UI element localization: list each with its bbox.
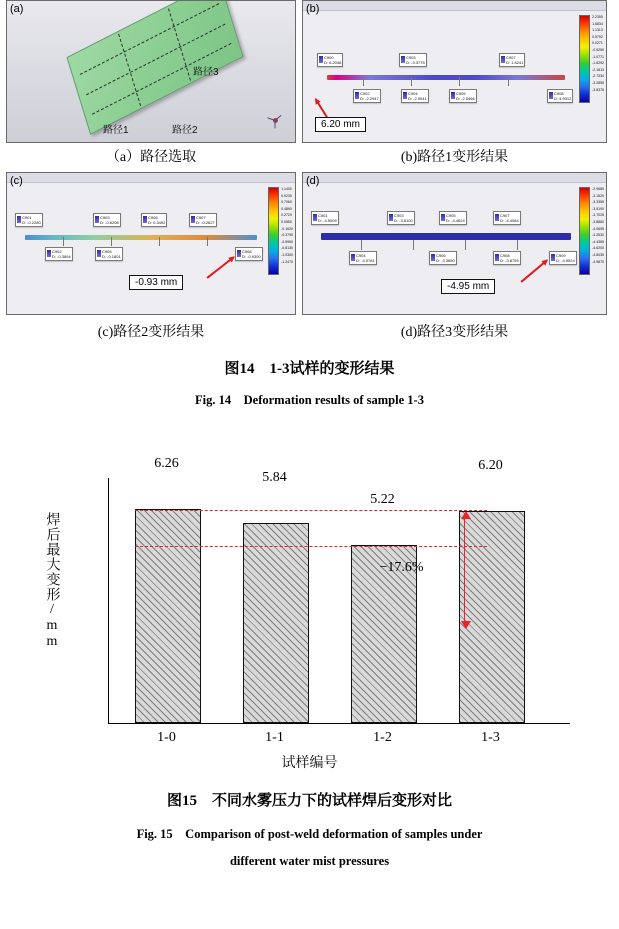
panel-a-caption: （a）路径选取 <box>105 150 197 165</box>
figure-14-captions-row-1 <box>0 143 619 166</box>
probe-tag: C902 D: -2.2947 <box>353 89 381 103</box>
probe-tag: C903 D: -3.8100 <box>387 211 415 225</box>
probe-tag: C903 D: -3.3775 <box>399 53 427 67</box>
max-deformation-callout: 6.20 mm <box>315 117 366 132</box>
figure-14-title-en: Fig. 14 Deformation results of sample 1-3 <box>195 393 424 407</box>
panel-d-tag: (d) <box>306 175 320 187</box>
color-legend <box>268 187 279 275</box>
probe-tag: C906 D: 0.3492 <box>141 213 167 227</box>
path-2-label: 路径2 <box>172 125 198 136</box>
max-deformation-callout: -4.95 mm <box>441 279 495 294</box>
figure-15-title-en-line-1: Fig. 15 Comparison of post-weld deformation of samples under <box>136 827 483 841</box>
figure-15-title-en-line-2: different water mist pressures <box>229 854 390 868</box>
panel-a-tag: (a) <box>10 3 24 15</box>
max-deformation-callout: -0.93 mm <box>129 275 183 290</box>
figure-14-title-cn: 图14 1-3试样的变形结果 <box>224 361 395 377</box>
x-tick-1-0: 1-0 <box>157 730 176 745</box>
probe-tag: C908 D: -3.8759 <box>493 251 521 265</box>
panel-b-tag: (b) <box>306 3 320 15</box>
figure-14 <box>0 0 619 408</box>
panel-d-path3-deformation <box>302 172 607 315</box>
probe-tag: C907 D: -4.4084 <box>493 211 521 225</box>
probe-tag: C907 D: 1.5241 <box>499 53 525 67</box>
color-legend <box>579 15 590 103</box>
probe-tag: C900 D: 6.2048 <box>317 53 343 67</box>
probe-tag: C907 D: -0.2627 <box>189 213 217 227</box>
beam-tick <box>413 240 414 250</box>
viewport-header-strip <box>7 173 295 183</box>
figure-15-title-cn: 图15 不同水雾压力下的试样焊后变形对比 <box>166 793 452 809</box>
probe-tag: C906 D: -3.3650 <box>429 251 457 265</box>
panel-b-path1-deformation <box>302 0 607 143</box>
bar-value-1-2: 5.22 <box>370 492 395 507</box>
panel-c-tag: (c) <box>10 175 23 187</box>
bar-1-0 <box>135 509 201 723</box>
color-legend <box>579 187 590 275</box>
bar-value-1-0: 6.26 <box>154 456 179 471</box>
beam-tick <box>63 237 64 246</box>
seam-line <box>86 23 226 95</box>
figure-15 <box>0 440 619 869</box>
color-legend-values: 1.1400 0.9230 0.7060 0.4890 0.2720 0.0550 -0.1620 -0.3790 -0.5960 -0.8130 -1.0300 -1.2470 <box>281 187 293 264</box>
seam-line <box>92 43 232 115</box>
probe-tag: C908 D: -0.9300 <box>235 247 263 261</box>
x-tick-1-2: 1-2 <box>373 730 392 745</box>
panel-c-path2-deformation <box>6 172 296 315</box>
x-tick-1-1: 1-1 <box>265 730 284 745</box>
path-1-label: 路径1 <box>103 125 129 136</box>
probe-tag: C904 D: -4.0781 <box>349 251 377 265</box>
bar-1-1 <box>243 523 309 723</box>
beam-tick <box>159 237 160 246</box>
orientation-triad-icon <box>269 114 283 128</box>
beam-tick <box>207 237 208 246</box>
probe-tag: C902 D: -0.3894 <box>45 247 73 261</box>
probe-tag: C905 D: -4.4624 <box>439 211 467 225</box>
viewport-header-strip <box>303 1 606 11</box>
probe-tag: C909 D: -4.9524 <box>549 251 577 265</box>
percent-change-arrow <box>464 518 465 622</box>
reference-line-top <box>135 510 487 511</box>
probe-tag: C901 D: -4.5009 <box>311 211 339 225</box>
path-3-label: 路径3 <box>193 67 219 78</box>
bar-1-3 <box>459 511 525 723</box>
bar-value-1-1: 5.84 <box>262 470 287 485</box>
panel-b-caption: (b)路径1变形结果 <box>400 150 509 165</box>
reference-line-bottom <box>135 546 487 547</box>
beam-tick <box>459 77 460 86</box>
y-axis-title: 焊后最大变形/mm <box>44 512 60 650</box>
beam-tick <box>363 77 364 86</box>
callout-arrow <box>315 99 328 118</box>
figure-14-captions-row-2 <box>0 315 619 341</box>
deformation-beam <box>321 233 571 240</box>
percent-change-label: −17.6% <box>379 560 424 575</box>
plot-area <box>108 478 570 724</box>
callout-arrow <box>521 259 548 282</box>
beam-tick <box>361 240 362 250</box>
beam-tick <box>111 237 112 246</box>
viewport-header-strip <box>303 173 606 183</box>
bar-value-1-3: 6.20 <box>478 458 503 473</box>
callout-arrow <box>207 256 235 278</box>
panel-a-path-selection <box>6 0 296 143</box>
beam-tick <box>508 77 509 86</box>
probe-tag: C903 D: -0.6208 <box>93 213 121 227</box>
x-axis-title: 试样编号 <box>281 756 338 771</box>
panel-c-caption: (c)路径2变形结果 <box>97 325 205 340</box>
deformation-beam <box>25 235 257 240</box>
beam-tick <box>517 240 518 250</box>
panel-d-caption: (d)路径3变形结果 <box>400 325 509 340</box>
beam-tick <box>465 240 466 250</box>
probe-tag: C901 D: -0.2280 <box>15 213 43 227</box>
color-legend-values: 2.2355 1.6834 1.1313 0.5792 0.0271 -0.5250 -1.0771 -1.6292 -2.1813 -2.7334 -3.2855 -3.8376 <box>592 15 604 92</box>
probe-tag: C905 D: -2.5466 <box>449 89 477 103</box>
figure-14-row-1 <box>0 0 619 143</box>
x-tick-1-3: 1-3 <box>481 730 500 745</box>
probe-tag: C905 D: -0.1801 <box>95 247 123 261</box>
beam-tick <box>411 77 412 86</box>
probe-tag: C908 D: 4.9312 <box>547 89 573 103</box>
probe-tag: C904 D: -2.9041 <box>401 89 429 103</box>
figure-14-row-2 <box>0 172 619 315</box>
color-legend-values: -2.9685 -3.1520 -3.3355 -3.5190 -3.7025 -3.8860 -4.0695 -4.2530 -4.4365 -4.6200 -4.8035 -4.9870 <box>592 187 604 264</box>
bar-chart <box>30 440 590 785</box>
